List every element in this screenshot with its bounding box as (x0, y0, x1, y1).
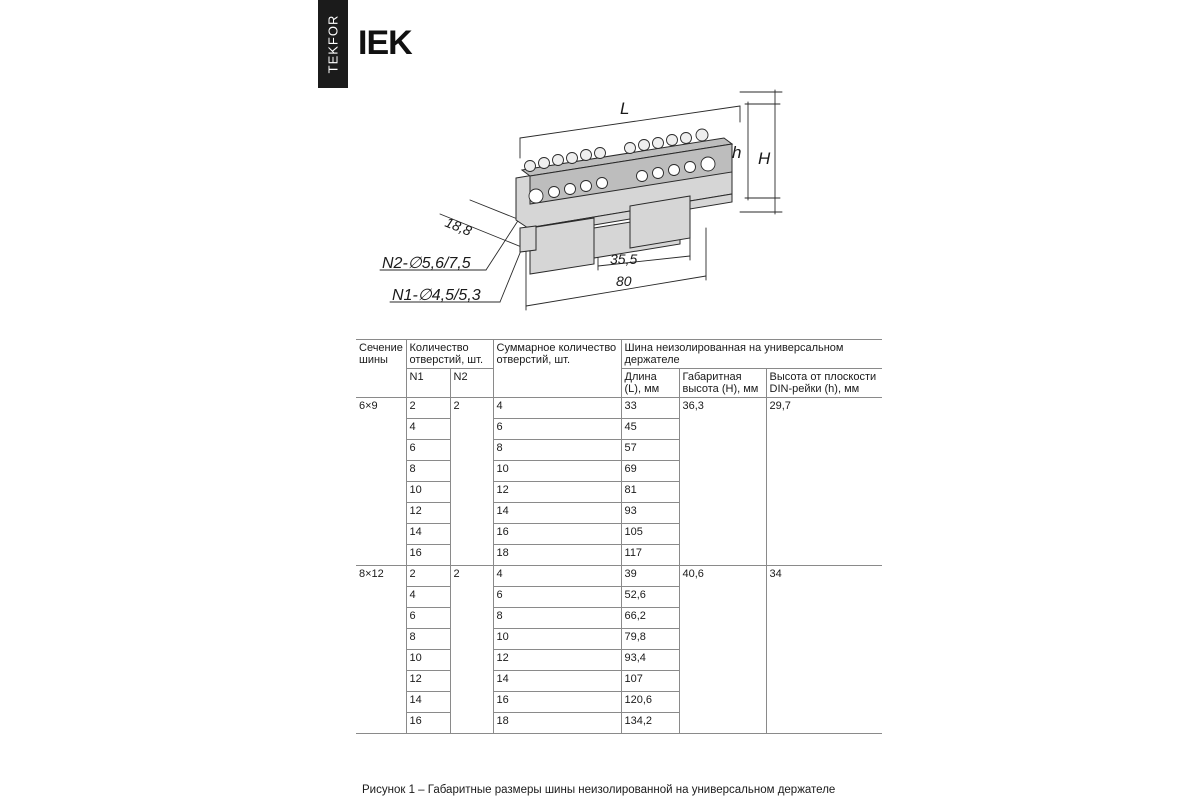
cell-n1: 8 (406, 461, 450, 482)
cell-total: 8 (493, 440, 621, 461)
cell-height-h: 29,7 (766, 398, 882, 566)
cell-section: 8×12 (356, 566, 406, 734)
cell-length: 79,8 (621, 629, 679, 650)
cell-length: 134,2 (621, 713, 679, 734)
cell-total: 18 (493, 545, 621, 566)
dim-label-h: h (732, 143, 742, 162)
cell-height-H: 36,3 (679, 398, 766, 566)
header-bus: Шина неизолированная на универсальном держателе (621, 340, 882, 369)
cell-length: 93 (621, 503, 679, 524)
cell-section: 6×9 (356, 398, 406, 566)
header-holes: Количество отверстий, шт. (406, 340, 493, 369)
cell-total: 4 (493, 398, 621, 419)
cell-n1: 10 (406, 650, 450, 671)
cell-length: 45 (621, 419, 679, 440)
cell-total: 16 (493, 692, 621, 713)
cell-total: 8 (493, 608, 621, 629)
cell-n1: 6 (406, 608, 450, 629)
cell-total: 10 (493, 629, 621, 650)
cell-length: 120,6 (621, 692, 679, 713)
dim-label-80: 80 (616, 273, 632, 289)
cell-length: 39 (621, 566, 679, 587)
cell-length: 52,6 (621, 587, 679, 608)
cell-n1: 12 (406, 671, 450, 692)
hole-label-n2: N2-∅5,6/7,5 (382, 255, 471, 272)
cell-total: 6 (493, 587, 621, 608)
dim-label-width: 18,8 (442, 213, 475, 239)
dim-label-rail: 35,5 (610, 251, 638, 267)
spec-table-body (356, 398, 882, 734)
cell-length: 57 (621, 440, 679, 461)
cell-length: 107 (621, 671, 679, 692)
brand-series-tab (318, 0, 348, 88)
header-n2: N2 (450, 369, 493, 398)
cell-length: 81 (621, 482, 679, 503)
table-row (356, 398, 882, 419)
spec-table (356, 339, 882, 734)
cell-n1: 14 (406, 692, 450, 713)
header-n1: N1 (406, 369, 450, 398)
cell-height-h: 34 (766, 566, 882, 734)
cell-length: 93,4 (621, 650, 679, 671)
header-height-h: Высота от плоскости DIN-рейки (h), мм (766, 369, 882, 398)
cell-total: 12 (493, 650, 621, 671)
cell-length: 117 (621, 545, 679, 566)
cell-length: 105 (621, 524, 679, 545)
cell-height-H: 40,6 (679, 566, 766, 734)
cell-n1: 10 (406, 482, 450, 503)
dim-label-H: H (758, 149, 771, 168)
cell-n1: 16 (406, 713, 450, 734)
cell-total: 12 (493, 482, 621, 503)
cell-n1: 16 (406, 545, 450, 566)
cell-total: 16 (493, 524, 621, 545)
cell-total: 6 (493, 419, 621, 440)
cell-n1: 4 (406, 587, 450, 608)
hole-label-n1: N1-∅4,5/5,3 (392, 287, 481, 304)
cell-total: 14 (493, 503, 621, 524)
cell-n1: 6 (406, 440, 450, 461)
header-height-H: Габаритная высота (H), мм (679, 369, 766, 398)
cell-n1: 12 (406, 503, 450, 524)
cell-length: 69 (621, 461, 679, 482)
cell-n1: 2 (406, 566, 450, 587)
cell-length: 33 (621, 398, 679, 419)
dim-label-L: L (620, 99, 630, 118)
brand-logo: IEK (358, 24, 412, 62)
header-total: Суммарное количество отверстий, шт. (493, 340, 621, 398)
cell-total: 4 (493, 566, 621, 587)
cell-n1: 4 (406, 419, 450, 440)
cell-n1: 8 (406, 629, 450, 650)
figure-caption: Рисунок 1 – Габаритные размеры шины неизолированной на универсальном держателе (362, 784, 836, 796)
cell-n2: 2 (450, 566, 493, 734)
cell-n1: 14 (406, 524, 450, 545)
header-length: Длина (L), мм (621, 369, 679, 398)
table-row (356, 566, 882, 587)
cell-total: 10 (493, 461, 621, 482)
header-section: Сечение шины (356, 340, 406, 398)
busbar-drawing (340, 88, 820, 328)
cell-n1: 2 (406, 398, 450, 419)
cell-n2: 2 (450, 398, 493, 566)
cell-total: 18 (493, 713, 621, 734)
brand-series-label: TEKFOR (325, 14, 341, 74)
cell-total: 14 (493, 671, 621, 692)
cell-length: 66,2 (621, 608, 679, 629)
